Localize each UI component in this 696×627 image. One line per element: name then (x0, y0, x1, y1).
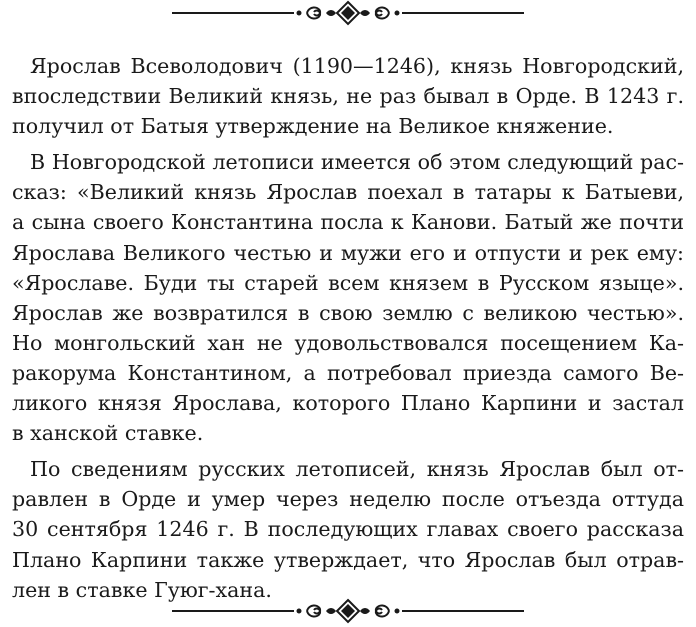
paragraph-1 (12, 51, 684, 141)
article-text (12, 51, 684, 611)
text-line: получил от Батыя утверждение на Великое княжение. (12, 114, 614, 139)
ornament-flourish-icon (170, 0, 526, 26)
text-line: Ярослав Всеволодович (1190—1246), князь Новгородский, (30, 54, 684, 78)
text-line: ракорума Константином, а потребовал приезда самого Ве- (12, 360, 684, 385)
text-line: 30 сентября 1246 г. В последующих главах своего рассказа (12, 517, 684, 542)
text-line: Но монгольский хан не удовольствовался посещением Ка- (12, 330, 684, 355)
ornament-divider-bottom (170, 598, 526, 624)
text-line: В Новгородской летописи имеется об этом следующий рас- (30, 150, 684, 175)
text-line: Плано Карпини также утверждает, что Ярослав был отрав- (12, 547, 684, 572)
text-line: По сведениям русских летописей, князь Ярослав был от- (30, 457, 684, 482)
text-line: «Ярославе. Буди ты старей всем князем в Русском языце». (12, 270, 684, 295)
text-line: Ярослав же возвратился в свою землю с великою честью». (12, 300, 684, 325)
text-line: а сына своего Константина посла к Канови. Батый же почти (12, 210, 684, 235)
paragraph-3 (12, 454, 684, 604)
ornament-divider-top (170, 0, 526, 26)
text-line: равлен в Орде и умер через неделю после отъезда оттуда (12, 487, 684, 512)
text-line: ликого князя Ярослава, которого Плано Карпини и застал (12, 391, 684, 416)
text-line: сказ: «Великий князь Ярослав поехал в татары к Батыеви, (12, 180, 684, 205)
text-line: впоследствии Великий князь, не раз бывал в Орде. В 1243 г. (12, 84, 684, 109)
ornament-flourish-icon (170, 598, 526, 624)
text-line: в ханской ставке. (12, 421, 204, 446)
text-line: лен в ставке Гуюг-хана. (12, 577, 272, 602)
text-line: Ярослава Великого честью и мужи его и отпусти и рек ему: (12, 240, 684, 265)
paragraph-2 (12, 147, 684, 448)
